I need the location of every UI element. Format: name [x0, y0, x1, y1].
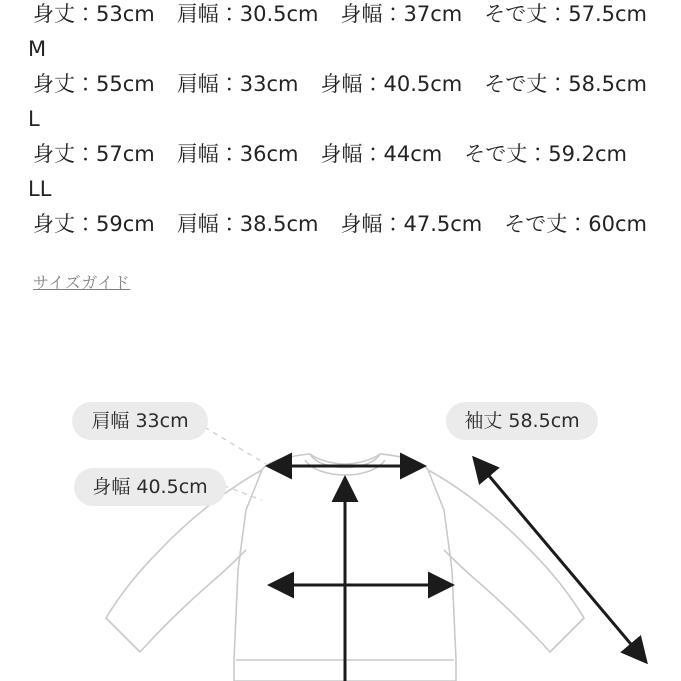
spec-cell-length: 身丈：57cm — [33, 142, 155, 166]
spec-cell-sleeve: そで丈：59.2cm — [464, 142, 627, 166]
size-guide-link[interactable]: サイズガイド — [33, 273, 131, 292]
callout-shoulder-label: 肩幅 33cm — [91, 410, 189, 432]
spec-cell-sleeve: そで丈：58.5cm — [484, 72, 647, 96]
spec-cell-chest: 身幅：40.5cm — [320, 72, 463, 96]
spec-cell-shoulder: 肩幅：38.5cm — [176, 212, 319, 236]
spec-cell-chest: 身幅：44cm — [320, 142, 443, 166]
spec-cell-sleeve: そで丈：60cm — [504, 212, 647, 236]
spec-cell-chest: 身幅：37cm — [340, 2, 463, 26]
spec-cell-chest: 身幅：47.5cm — [340, 212, 483, 236]
size-label-m: M — [28, 37, 47, 61]
spec-cell-shoulder: 肩幅：36cm — [176, 142, 299, 166]
spec-cell-shoulder: 肩幅：30.5cm — [176, 2, 319, 26]
spec-row — [0, 66, 681, 102]
spec-cell-length: 身丈：59cm — [33, 212, 155, 236]
sleeve-length-arrow — [474, 458, 646, 662]
spec-cell-length: 身丈：53cm — [33, 2, 155, 26]
measure-arrows — [268, 458, 646, 681]
spec-row — [0, 0, 681, 32]
size-label-ll: LL — [28, 177, 52, 201]
size-spec-block — [0, 0, 681, 293]
callout-chest — [74, 468, 226, 506]
spec-row — [0, 206, 681, 242]
callout-shoulder — [72, 402, 208, 440]
spec-cell-shoulder: 肩幅：33cm — [176, 72, 299, 96]
callout-sleeve-label: 袖丈 58.5cm — [464, 410, 580, 432]
spec-cell-length: 身丈：55cm — [33, 72, 155, 96]
callout-chest-label: 身幅 40.5cm — [92, 476, 208, 498]
callout-sleeve — [446, 402, 598, 440]
size-label-l: L — [28, 107, 40, 131]
spec-cell-sleeve: そで丈：57.5cm — [484, 2, 647, 26]
spec-row — [0, 136, 681, 172]
garment-measurement-diagram — [0, 360, 681, 681]
